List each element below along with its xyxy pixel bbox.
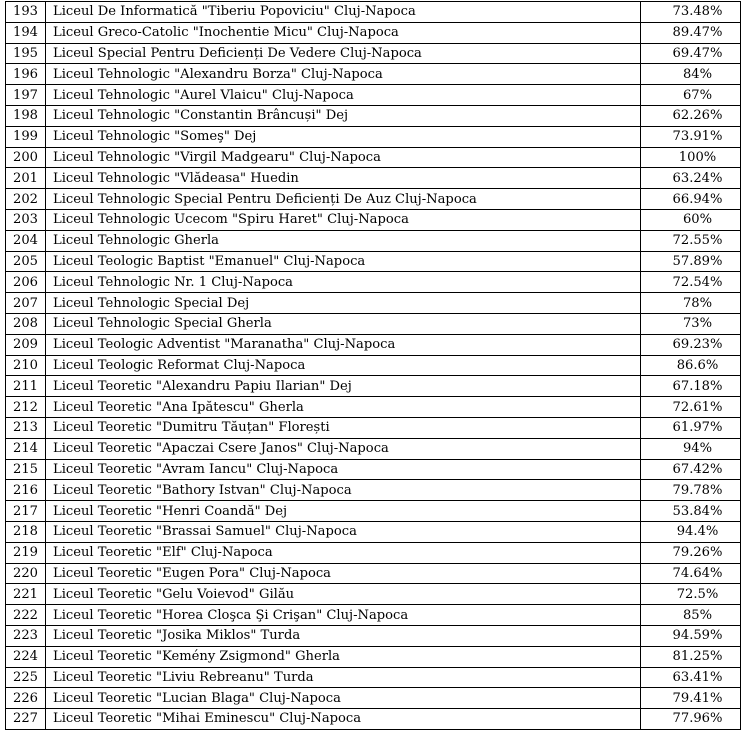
results-table: [5, 1, 741, 730]
rank-cell: 198: [6, 105, 46, 126]
table-row: [6, 22, 741, 43]
pass-rate-cell: 72.54%: [641, 272, 741, 293]
rank-cell: 224: [6, 646, 46, 667]
rank-cell: 199: [6, 126, 46, 147]
school-name-cell: Liceul Teoretic "Henri Coandă" Dej: [46, 501, 641, 522]
pass-rate-cell: 66.94%: [641, 189, 741, 210]
rank-cell: 209: [6, 334, 46, 355]
rank-cell: 195: [6, 43, 46, 64]
pass-rate-cell: 79.41%: [641, 688, 741, 709]
table-row: [6, 147, 741, 168]
table-row: [6, 2, 741, 23]
school-name-cell: Liceul De Informatică "Tiberiu Popoviciu" Cluj-Napoca: [46, 2, 641, 23]
rank-cell: 219: [6, 542, 46, 563]
school-name-cell: Liceul Teoretic "Brassai Samuel" Cluj-Napoca: [46, 521, 641, 542]
pass-rate-cell: 94%: [641, 438, 741, 459]
school-name-cell: Liceul Teoretic "Eugen Pora" Cluj-Napoca: [46, 563, 641, 584]
rank-cell: 194: [6, 22, 46, 43]
rank-cell: 211: [6, 376, 46, 397]
table-row: [6, 521, 741, 542]
rank-cell: 206: [6, 272, 46, 293]
school-name-cell: Liceul Tehnologic "Constantin Brâncuși" Dej: [46, 105, 641, 126]
pass-rate-cell: 69.47%: [641, 43, 741, 64]
rank-cell: 201: [6, 168, 46, 189]
rank-cell: 197: [6, 85, 46, 106]
rank-cell: 223: [6, 625, 46, 646]
school-name-cell: Liceul Tehnologic Special Pentru Deficienți De Auz Cluj-Napoca: [46, 189, 641, 210]
rank-cell: 193: [6, 2, 46, 23]
school-name-cell: Liceul Tehnologic Ucecom "Spiru Haret" Cluj-Napoca: [46, 209, 641, 230]
school-name-cell: Liceul Tehnologic Gherla: [46, 230, 641, 251]
rank-cell: 216: [6, 480, 46, 501]
school-name-cell: Liceul Teoretic "Alexandru Papiu Ilarian" Dej: [46, 376, 641, 397]
pass-rate-cell: 61.97%: [641, 417, 741, 438]
rank-cell: 202: [6, 189, 46, 210]
pass-rate-cell: 63.24%: [641, 168, 741, 189]
school-name-cell: Liceul Tehnologic "Vlădeasa" Huedin: [46, 168, 641, 189]
rank-cell: 210: [6, 355, 46, 376]
school-name-cell: Liceul Special Pentru Deficienți De Vedere Cluj-Napoca: [46, 43, 641, 64]
pass-rate-cell: 78%: [641, 293, 741, 314]
school-name-cell: Liceul Teoretic "Ana Ipătescu" Gherla: [46, 397, 641, 418]
table-row: [6, 85, 741, 106]
rank-cell: 227: [6, 709, 46, 730]
table-row: [6, 313, 741, 334]
table-row: [6, 584, 741, 605]
table-row: [6, 501, 741, 522]
pass-rate-cell: 89.47%: [641, 22, 741, 43]
rank-cell: 215: [6, 459, 46, 480]
table-row: [6, 709, 741, 730]
school-name-cell: Liceul Teoretic "Kemény Zsigmond" Gherla: [46, 646, 641, 667]
rank-cell: 203: [6, 209, 46, 230]
school-name-cell: Liceul Teoretic "Apaczai Csere Janos" Cluj-Napoca: [46, 438, 641, 459]
school-name-cell: Liceul Teoretic "Gelu Voievod" Gilău: [46, 584, 641, 605]
results-table-body: [6, 2, 741, 730]
pass-rate-cell: 69.23%: [641, 334, 741, 355]
pass-rate-cell: 81.25%: [641, 646, 741, 667]
rank-cell: 212: [6, 397, 46, 418]
pass-rate-cell: 67.42%: [641, 459, 741, 480]
school-name-cell: Liceul Teologic Adventist "Maranatha" Cluj-Napoca: [46, 334, 641, 355]
rank-cell: 205: [6, 251, 46, 272]
table-row: [6, 126, 741, 147]
school-name-cell: Liceul Teoretic "Horea Cloşca Şi Crişan" Cluj-Napoca: [46, 605, 641, 626]
pass-rate-cell: 74.64%: [641, 563, 741, 584]
pass-rate-cell: 79.26%: [641, 542, 741, 563]
table-row: [6, 688, 741, 709]
table-row: [6, 563, 741, 584]
school-name-cell: Liceul Teoretic "Lucian Blaga" Cluj-Napoca: [46, 688, 641, 709]
table-row: [6, 189, 741, 210]
table-row: [6, 376, 741, 397]
table-row: [6, 459, 741, 480]
school-name-cell: Liceul Tehnologic "Aurel Vlaicu" Cluj-Napoca: [46, 85, 641, 106]
pass-rate-cell: 94.4%: [641, 521, 741, 542]
rank-cell: 221: [6, 584, 46, 605]
table-row: [6, 438, 741, 459]
rank-cell: 226: [6, 688, 46, 709]
pass-rate-cell: 67.18%: [641, 376, 741, 397]
pass-rate-cell: 77.96%: [641, 709, 741, 730]
school-name-cell: Liceul Teoretic "Elf" Cluj-Napoca: [46, 542, 641, 563]
table-row: [6, 417, 741, 438]
table-row: [6, 105, 741, 126]
pass-rate-cell: 94.59%: [641, 625, 741, 646]
school-name-cell: Liceul Tehnologic Nr. 1 Cluj-Napoca: [46, 272, 641, 293]
table-row: [6, 667, 741, 688]
table-row: [6, 480, 741, 501]
pass-rate-cell: 60%: [641, 209, 741, 230]
table-row: [6, 397, 741, 418]
school-name-cell: Liceul Tehnologic "Someş" Dej: [46, 126, 641, 147]
rank-cell: 204: [6, 230, 46, 251]
rank-cell: 207: [6, 293, 46, 314]
table-row: [6, 646, 741, 667]
table-row: [6, 605, 741, 626]
school-name-cell: Liceul Teoretic "Bathory Istvan" Cluj-Napoca: [46, 480, 641, 501]
table-row: [6, 355, 741, 376]
rank-cell: 222: [6, 605, 46, 626]
pass-rate-cell: 73.91%: [641, 126, 741, 147]
school-name-cell: Liceul Teoretic "Liviu Rebreanu" Turda: [46, 667, 641, 688]
school-name-cell: Liceul Teoretic "Dumitru Tăuțan" Florești: [46, 417, 641, 438]
rank-cell: 214: [6, 438, 46, 459]
school-name-cell: Liceul Teologic Reformat Cluj-Napoca: [46, 355, 641, 376]
school-name-cell: Liceul Greco-Catolic "Inochentie Micu" Cluj-Napoca: [46, 22, 641, 43]
pass-rate-cell: 86.6%: [641, 355, 741, 376]
rank-cell: 220: [6, 563, 46, 584]
pass-rate-cell: 72.55%: [641, 230, 741, 251]
rank-cell: 217: [6, 501, 46, 522]
rank-cell: 218: [6, 521, 46, 542]
table-row: [6, 230, 741, 251]
school-name-cell: Liceul Tehnologic Special Gherla: [46, 313, 641, 334]
table-row: [6, 272, 741, 293]
pass-rate-cell: 73%: [641, 313, 741, 334]
pass-rate-cell: 63.41%: [641, 667, 741, 688]
table-row: [6, 168, 741, 189]
table-row: [6, 542, 741, 563]
rank-cell: 196: [6, 64, 46, 85]
school-name-cell: Liceul Tehnologic Special Dej: [46, 293, 641, 314]
pass-rate-cell: 100%: [641, 147, 741, 168]
table-row: [6, 293, 741, 314]
pass-rate-cell: 67%: [641, 85, 741, 106]
school-name-cell: Liceul Tehnologic "Virgil Madgearu" Cluj-Napoca: [46, 147, 641, 168]
rank-cell: 225: [6, 667, 46, 688]
table-row: [6, 64, 741, 85]
school-name-cell: Liceul Teoretic "Mihai Eminescu" Cluj-Napoca: [46, 709, 641, 730]
table-row: [6, 43, 741, 64]
pass-rate-cell: 57.89%: [641, 251, 741, 272]
school-name-cell: Liceul Teologic Baptist "Emanuel" Cluj-Napoca: [46, 251, 641, 272]
school-name-cell: Liceul Teoretic "Josika Miklos" Turda: [46, 625, 641, 646]
table-row: [6, 209, 741, 230]
school-name-cell: Liceul Teoretic "Avram Iancu" Cluj-Napoca: [46, 459, 641, 480]
table-row: [6, 251, 741, 272]
table-row: [6, 334, 741, 355]
school-name-cell: Liceul Tehnologic "Alexandru Borza" Cluj-Napoca: [46, 64, 641, 85]
pass-rate-cell: 53.84%: [641, 501, 741, 522]
rank-cell: 200: [6, 147, 46, 168]
rank-cell: 208: [6, 313, 46, 334]
pass-rate-cell: 79.78%: [641, 480, 741, 501]
pass-rate-cell: 84%: [641, 64, 741, 85]
table-row: [6, 625, 741, 646]
pass-rate-cell: 85%: [641, 605, 741, 626]
pass-rate-cell: 72.61%: [641, 397, 741, 418]
pass-rate-cell: 62.26%: [641, 105, 741, 126]
pass-rate-cell: 73.48%: [641, 2, 741, 23]
rank-cell: 213: [6, 417, 46, 438]
pass-rate-cell: 72.5%: [641, 584, 741, 605]
